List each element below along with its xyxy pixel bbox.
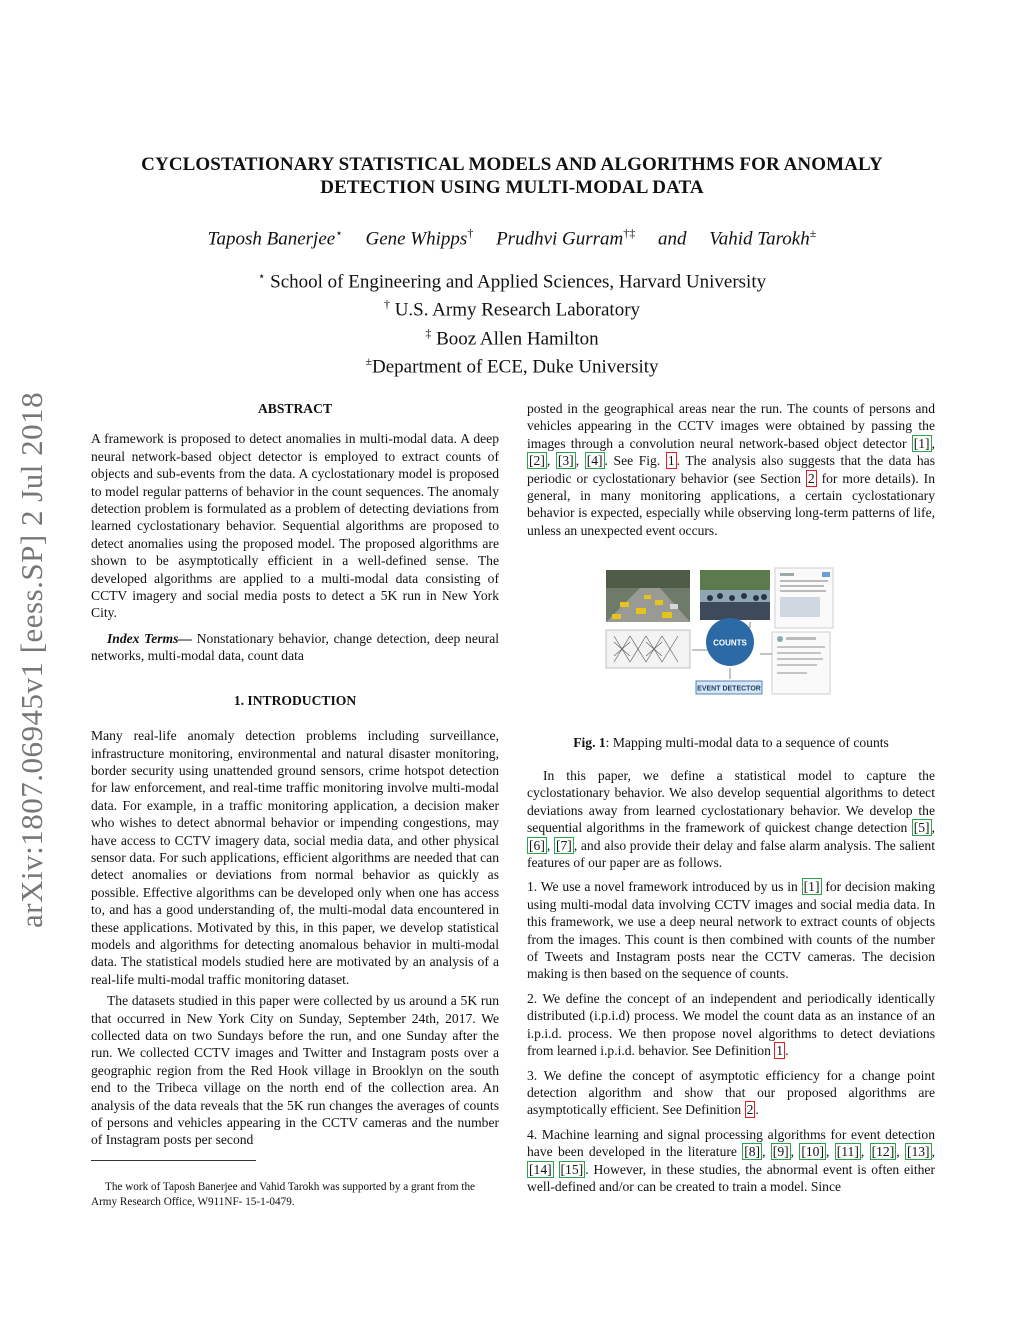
figure-1-diagram <box>600 562 875 707</box>
index-terms-label: Index Terms— <box>107 630 193 646</box>
index-terms <box>91 630 499 665</box>
citation-link[interactable]: [5] <box>913 820 930 836</box>
affiliation-text: U.S. Army Research Laboratory <box>389 299 641 321</box>
social-media-post-1 <box>775 568 833 628</box>
text-run: . See Fig. <box>604 453 666 469</box>
counts-label: COUNTS <box>713 638 747 648</box>
citation-link[interactable]: [10] <box>801 1144 825 1160</box>
affiliation-4 <box>100 350 924 378</box>
text-run: In this paper, we define a statistical model to capture the cyclostationary behavior. We also develop sequential algorithms to detect deviations away from learned cyclostationary behavior. We develop the sequential algorithms in the framework of quickest change detection <box>527 768 935 836</box>
affiliation-mark: ± <box>365 353 373 368</box>
affiliation-text: Booz Allen Hamilton <box>431 327 599 349</box>
footnote: The work of Taposh Banerjee and Vahid Tarokh was supported by a grant from the Army Research Office, W911NF- 15-1-0479. <box>91 1181 476 1208</box>
right-paragraph-continued: posted in the geographical areas near the run. The counts of persons and vehicles appearing in the CCTV images were obtained by passing the images through a convolution neural network-based object detector [1] , [2] , [3] , [4] . See Fig. 1 . The analysis also suggests that the data has periodic or cyclostationary behavior (see Section 2 for more details). In general, in many monitoring applications, a certain cyclostationary behavior is expected, especially while observing long-term patterns of life, unless an unexpected event occurs. <box>527 401 936 538</box>
footnote-rule <box>91 1160 256 1161</box>
author-list <box>100 220 924 252</box>
affiliation-mark: † <box>383 297 390 312</box>
contribution-item-2: 2. We define the concept of an independent and periodically identically distributed (i.p.i.d) process. We model the count data as an instance of an i.p.i.d. process. We then propose novel algorithms to detect deviations from learned i.p.i.d. behavior. See Definition 1 . <box>527 990 935 1059</box>
text-run: posted in the geographical areas near the run. The counts of persons and vehicles appearing in the CCTV images were obtained by passing the images through a convolution neural network-based object detector <box>527 401 935 451</box>
text-run: . The analysis also suggests that the data has periodic or cyclostationary behavior (see Section <box>527 453 936 486</box>
cctv-traffic-image <box>606 570 690 622</box>
text-run: 1. We use a novel framework introduced by us in <box>527 879 802 895</box>
affiliation-3 <box>100 322 924 350</box>
neural-network-diagram <box>606 630 690 668</box>
author-4: Vahid Tarokh <box>709 228 810 250</box>
citation-link[interactable]: [6] <box>529 837 545 853</box>
title-line-1: CYCLOSTATIONARY STATISTICAL MODELS AND ALGORITHMS FOR ANOMALY <box>141 154 883 175</box>
affiliation-mark: ‡ <box>425 325 432 340</box>
definition-link[interactable]: 1 <box>776 1043 784 1059</box>
figure-caption-label: Fig. 1 <box>573 735 606 750</box>
citation-link[interactable]: [1] <box>913 435 930 451</box>
figure-1 <box>600 562 875 707</box>
text-run: for more details). In general, in many monitoring applications, a certain cyclostationary behavior is expected, especially while observing long-term patterns of life, unless an unexpected event occurs. <box>527 470 935 538</box>
index-terms-text: Nonstationary behavior, change detection, deep neural networks, multi-modal data, count data <box>91 630 500 664</box>
intro-paragraph-2: The datasets studied in this paper were collected by us around a 5K run that occurred in New York City on Sunday, September 24th, 2017. We collected data on two Sundays before the run, and one Sunday after the run. We collected CCTV images and Twitter and Instagram posts over a geographic region from the Red Hook village in Brooklyn on the south end to the Tribeca village on the north end of the collection area. An analysis of the data reveals that the 5K run changes the averages of counts of persons and vehicles appearing in the CCTV cameras and the number of Instagram posts per second <box>91 993 499 1148</box>
author-1-mark: ⋆ <box>335 226 343 240</box>
citation-link[interactable]: [15] <box>560 1161 584 1177</box>
cctv-crowd-image <box>700 570 770 620</box>
figure-caption <box>527 734 935 751</box>
abstract-heading: ABSTRACT <box>257 401 333 416</box>
section-link[interactable]: 2 <box>807 470 815 486</box>
citation-link[interactable]: [7] <box>555 837 572 853</box>
citation-link[interactable]: [4] <box>586 453 603 469</box>
text-run: 3. We define the concept of asymptotic efficiency for a change point detection algorithm and show that our proposed algorithms are asymptotically efficient. See Definition <box>527 1067 935 1118</box>
contribution-item-3: 3. We define the concept of asymptotic efficiency for a change point detection algorithm and show that our proposed algorithms are asymptotically efficient. See Definition 2 . <box>527 1067 935 1118</box>
text-run: 2. We define the concept of an independent and periodically identically distributed (i.p.i.d) process. We model the count data as an instance of an i.p.i.d. process. We then propose novel algorithms to detect deviations from learned i.p.i.d. behavior. See Definition <box>527 990 935 1059</box>
citation-link[interactable]: [3] <box>557 453 574 469</box>
author-3-mark: †‡ <box>623 226 636 240</box>
paper-title <box>100 153 924 199</box>
contribution-item-1 <box>527 878 935 982</box>
abstract-body: A framework is proposed to detect anomalies in multi-modal data. A deep neural network-based object detector is employed to extract counts of objects and sub-events from the data. A cyclostationary model is proposed to model regular patterns of behavior in the count sequences. The anomaly detection problem is formulated as a problem of detecting deviations from learned cyclostationary behavior. Sequential algorithms are proposed to detect anomalies using the proposed model. The proposed algorithms are shown to be asymptotically efficient in a well-defined sense. The developed algorithms are applied to a multi-modal data consisting of CCTV imagery and social media posts to detect a 5K run in New York City. <box>91 431 499 621</box>
intro-heading: 1. INTRODUCTION <box>233 692 357 708</box>
event-detector-label: EVENT DETECTOR <box>697 685 761 693</box>
citation-link[interactable]: [2] <box>529 453 545 469</box>
citation-link[interactable]: [11] <box>836 1144 859 1160</box>
text-run: 4. Machine learning and signal processing algorithms for event detection have been developed in the literature <box>527 1126 935 1160</box>
citation-link[interactable]: [1] <box>803 879 820 895</box>
text-run: . However, in these studies, the abnormal event is often either well-defined and/or can be created to train a model. Since <box>527 1161 935 1194</box>
citation-link[interactable]: [14] <box>529 1161 552 1177</box>
arxiv-identifier: arXiv:1807.06945v1 [eess.SP] 2 Jul 2018 <box>14 391 49 928</box>
author-1: Taposh Banerjee <box>207 228 336 250</box>
figure-caption-text: : Mapping multi-modal data to a sequence of counts <box>605 735 889 750</box>
affiliation-2 <box>100 293 924 321</box>
author-2-mark: † <box>467 226 474 240</box>
text-run: , and also provide their delay and false alarm analysis. The salient features of our paper are as follows. <box>527 837 935 871</box>
affiliation-text: Department of ECE, Duke University <box>372 356 659 378</box>
text-run: for decision making using multi-modal data involving CCTV images and social media data. In this framework, we use a deep neural network to extract counts of objects from the images. This count is then combined with counts of the number of Tweets and Instagram posts near the CCTV cameras. The decision making is then based on the sequence of counts. <box>527 879 935 982</box>
right-column-bottom <box>527 767 935 1195</box>
definition-link[interactable]: 2 <box>746 1102 754 1118</box>
right-paragraph-2: In this paper, we define a statistical model to capture the cyclostationary behavior. We also develop sequential algorithms to detect deviations away from learned cyclostationary behavior. We develop the sequential algorithms in the framework of quickest change detection [5] , [6] , [7] , and also provide their delay and false alarm analysis. The salient features of our paper are as follows. <box>527 768 935 871</box>
citation-link[interactable]: [8] <box>744 1144 761 1160</box>
right-column-top <box>527 400 935 539</box>
citation-link[interactable]: [13] <box>906 1144 930 1160</box>
affiliation-mark: ⋆ <box>257 269 266 283</box>
author-and: and <box>658 228 687 250</box>
title-line-2: DETECTION USING MULTI-MODAL DATA <box>320 177 704 198</box>
author-2: Gene Whipps <box>365 228 468 250</box>
figure-link[interactable]: 1 <box>667 453 675 469</box>
author-3: Prudhvi Gurram <box>496 228 624 250</box>
author-4-mark: ± <box>809 226 817 240</box>
affiliation-1 <box>100 265 924 293</box>
citation-link[interactable]: [12] <box>871 1144 895 1160</box>
intro-paragraph-1: Many real-life anomaly detection problems including surveillance, infrastructure monitoring, environmental and natural disaster monitoring, border security using unattended ground sensors, crime hotspot detection for law enforcement, and real-time traffic monitoring involve multi-modal data. For example, in a traffic monitoring application, a decision maker who wishes to detect abnormal behavior or impending congestions, may have access to CCTV imagery data, social media data, and other physical sensor data. For such applications, efficient algorithms are needed that can detect anomalies or deviations from normal behavior as quickly as possible. Effective algorithms can be developed only when one has access to, and has a good understanding of, the multi-modal data encountered in these applications. Motivated by this, in this paper, we develop statistical models and algorithms for detecting anomalous behavior in multi-modal data. The statistical models studied here are motivated by an analysis of a real-life multi-modal traffic monitoring dataset. <box>91 728 499 987</box>
left-column <box>91 400 499 1149</box>
contribution-item-4: 4. Machine learning and signal processing algorithms for event detection have been developed in the literature [8] , [9] , [10] , [11] , [12] , [13] , [14] [15] . However, in these studies, the abnormal event is often either well-defined and/or can be created to train a model. Since <box>527 1126 935 1194</box>
citation-link[interactable]: [9] <box>772 1144 789 1160</box>
affiliations <box>100 265 924 378</box>
social-media-post-2 <box>772 632 830 694</box>
affiliation-text: School of Engineering and Applied Sciences, Harvard University <box>265 271 767 293</box>
